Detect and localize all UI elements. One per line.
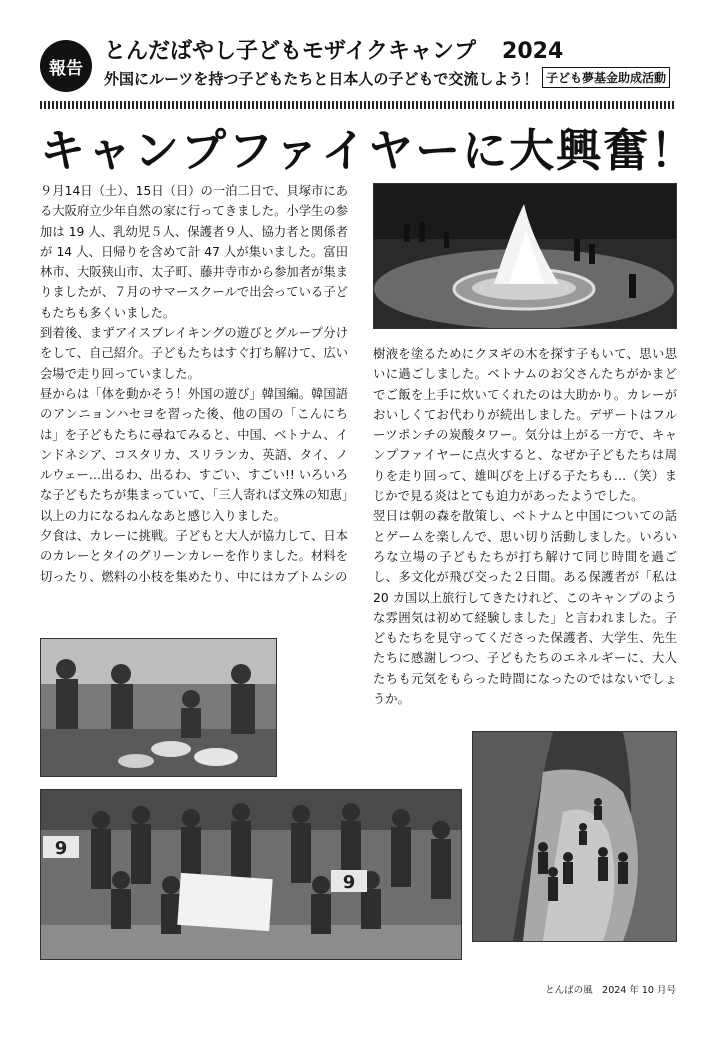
article-title (104, 34, 563, 65)
paragraph: 翌日は朝の森を散策し、ベトナムと中国についての話とゲームを楽しんで、思い切り活動しました。いろいろな立場の子どもたちが打ち解けて同じ時間を過ごし、多文化が飛び交った２日間。ある保護者が「私は 20 カ国以上旅行してきたけれど、このキャンプのような雰囲気は初めて経験しました」と言われました。子どもたちを見守ってくださった保護者、大学生、先生たちに感謝しつつ、子どもたちのエネルギーに、大人たちも元気をもらった時間になったのではないでしょうか。 (373, 509, 677, 707)
sponsor-label: 子ども夢基金助成活動 (542, 67, 670, 88)
article-subtitle: 外国にルーツを持つ子どもたちと日本人の子どもで交流しよう！ (104, 70, 539, 88)
headline: キャンプファイヤーに大興奮！ (40, 124, 698, 177)
title-year: 2024 (502, 39, 564, 64)
campfire-photo (373, 183, 677, 329)
paragraph: 昼からは「体を動かそう！外国の遊び」韓国編。韓国語のアンニョンハセヨを習った後、他の国の「こんにちは」を子どもたちに尋ねてみると、中国、ベトナム、インドネシア、コスタリカ、スリランカ、英語、タイ、ノルウェー…出るわ、出るわ、すごい、すごい!! いろいろな子どもたちが集まっていて、「三人寄れば文殊の知恵」以上の力になるねんなあと感じ入りました。 (40, 386, 348, 523)
bib-number-right: 9 (342, 872, 356, 893)
bib-number-left: 9 (54, 838, 68, 859)
group-photo (40, 789, 462, 960)
paragraph: 樹液を塗るためにクヌギの木を探す子もいて、思い思いに過ごしました。ベトナムのお父さんたちがかまどでご飯を上手に炊いてくれたのは大助かり。カレーがおいしくてお代わりが続出しました。デザートはフルーツポンチの炭酸タワー。気分は上がる一方で、キャンプファイヤーに点火すると、なぜか子どもたちは周りを走り回って、雄叫びを上げる子たちも…（笑）まじかで見る炎はとても迫力があったようでした。 (373, 347, 677, 504)
page-footer: とんばの風 2024 年 10 月号 (545, 985, 676, 996)
forest-photo (472, 731, 677, 942)
cooking-photo (40, 638, 277, 777)
header-divider (40, 101, 676, 109)
title-text: とんだばやし子どもモザイクキャンプ (104, 39, 477, 64)
paragraph: 到着後、まずアイスブレイキングの遊びとグループ分けをして、自己紹介。子どもたちはすぐ打ち解けて、広い会場で走り回っていました。 (40, 326, 348, 381)
body-column-left (40, 181, 348, 587)
paragraph: ９月14日（土）、15日（日）の一泊二日で、貝塚市にある大阪府立少年自然の家に行ってきました。小学生の参加は 19 人、乳幼児５人、保護者９人、協力者と関係者が 14 人、日帰りを含めて計 47 人が集いました。富田林市、大阪狭山市、太子町、藤井寺市から参加者が集まりましたが、７月のサマースクールで出会っている子どもたちも多くいました。 (40, 184, 348, 320)
body-column-right (373, 344, 677, 709)
report-badge: 報告 (40, 40, 92, 92)
paragraph: 夕食は、カレーに挑戦。子どもと大人が協力して、日本のカレーとタイのグリーンカレーを作りました。材料を切ったり、燃料の小枝を集めたり、中にはカブトムシの (40, 529, 348, 584)
